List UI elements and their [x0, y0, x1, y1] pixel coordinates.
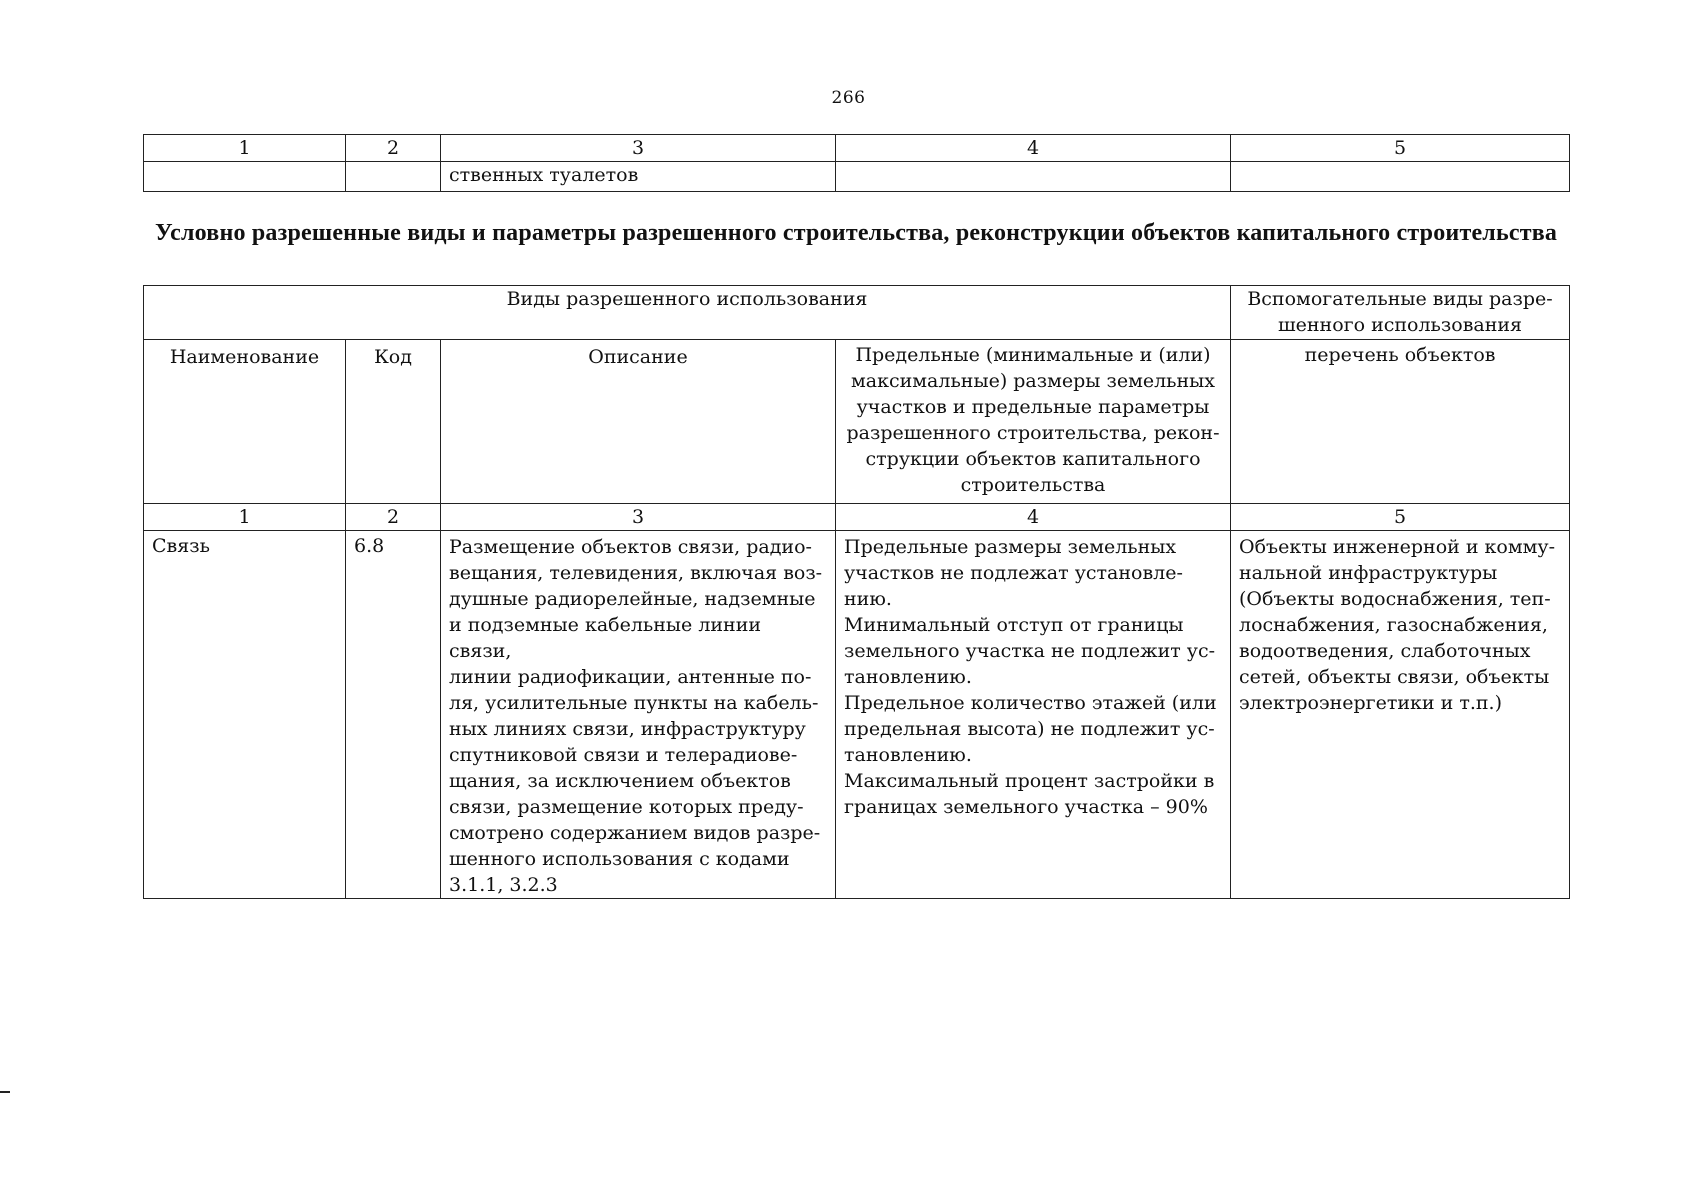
cell-name [144, 162, 346, 192]
column-header-code [346, 340, 441, 504]
header-permitted-uses-text: Виды разрешенного использования [506, 288, 868, 310]
column-number-3: 3 [441, 135, 836, 162]
cell-code-text: 6.8 [354, 535, 385, 557]
table-row [144, 162, 1570, 192]
column-header-aux-list [1231, 340, 1570, 504]
column-number-1: 1 [144, 504, 346, 531]
cell-name [144, 531, 346, 899]
column-number-3: 3 [441, 504, 836, 531]
header-auxiliary-uses-text: Вспомогательные виды разре- шенного использования [1247, 288, 1553, 336]
column-number-1: 1 [144, 135, 346, 162]
cell-params [836, 531, 1231, 899]
cell-code [346, 162, 441, 192]
column-number-row [144, 135, 1570, 162]
column-header-name [144, 340, 346, 504]
header-auxiliary-uses [1231, 286, 1570, 340]
cell-params-text: Предельные размеры земельных участков не подлежат установле- нию. Минимальный отступ от границы земельного участка не подлежит ус- тановлению. Предельное количество этажей (или предельная высота) не подлежит ус- тановлению. Максимальный процент застройки в границах земельного участка – 90% [844, 536, 1217, 818]
column-number-4: 4 [836, 504, 1231, 531]
cell-params [836, 162, 1231, 192]
column-number-2: 2 [346, 504, 441, 531]
margin-mark [0, 1091, 10, 1093]
column-number-5: 5 [1231, 135, 1570, 162]
column-header-params-text: Предельные (минимальные и (или) максимальные) размеры земельных участков и предельные параметры разрешенного строительства, рекон- струкции объектов капитального строительства [846, 344, 1220, 496]
column-number-2: 2 [346, 135, 441, 162]
column-number-4: 4 [836, 135, 1231, 162]
table-row [144, 531, 1570, 899]
column-header-name-text: Наименование [169, 346, 320, 368]
cell-description [441, 531, 836, 899]
column-header-params [836, 340, 1231, 504]
column-header-description-text: Описание [588, 346, 688, 368]
column-header-row [144, 340, 1570, 504]
group-header-row [144, 286, 1570, 340]
column-number-row [144, 504, 1570, 531]
cell-aux [1231, 162, 1570, 192]
header-permitted-uses [144, 286, 1231, 340]
column-header-aux-list-text: перечень объектов [1304, 344, 1496, 366]
permitted-uses-table [143, 285, 1570, 899]
cell-aux [1231, 531, 1570, 899]
column-number-5: 5 [1231, 504, 1570, 531]
page-number: 266 [831, 88, 866, 108]
cell-aux-text: Объекты инженерной и комму- нальной инфраструктуры (Объекты водоснабжения, теп- лоснабжения, газоснабжения, водоотведения, слаботочных сетей, объекты связи, объекты электроэнергетики и т.п.) [1239, 536, 1556, 714]
section-heading: Условно разрешенные виды и параметры разрешенного строительства, реконструкции объектов капитального строительства [154, 220, 1558, 246]
continuation-table [143, 134, 1570, 192]
column-header-code-text: Код [374, 346, 412, 368]
cell-description-text: Размещение объектов связи, радио- вещания, телевидения, включая воз- душные радиорелейные, надземные и подземные кабельные линии связи, линии радиофикации, антенные по- ля, усилительные пункты на кабель- ных линиях связи, инфраструктуру спутниковой связи и телерадиове- щания, за исключением объектов связи, размещение которых преду- смотрено содержанием видов разре- шенного использования с кодами 3.1.1, 3.2.3 [449, 536, 823, 896]
cell-code [346, 531, 441, 899]
cell-name-text: Связь [152, 535, 210, 557]
column-header-description [441, 340, 836, 504]
cell-description: ственных туалетов [441, 162, 836, 192]
